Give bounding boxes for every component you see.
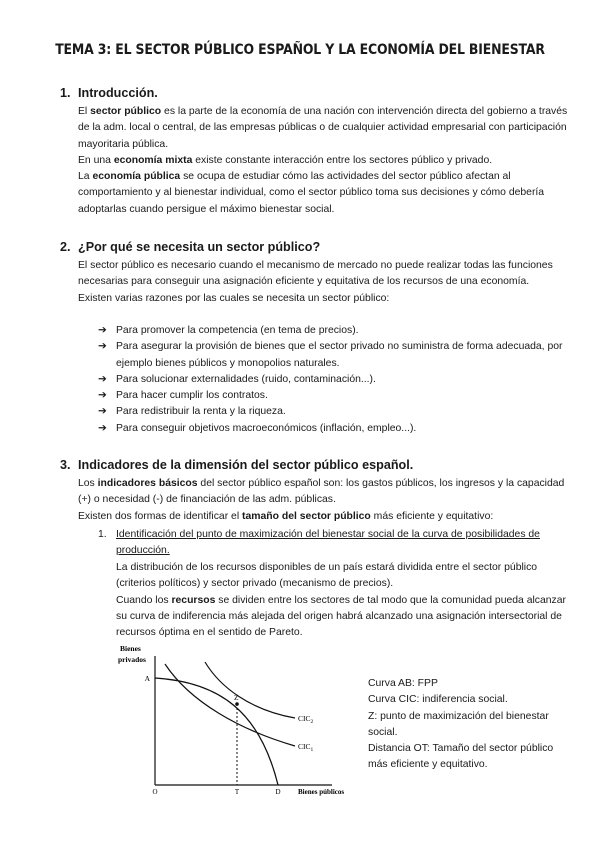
arrow-icon: ➔ xyxy=(98,422,107,434)
section-2-heading xyxy=(60,240,320,254)
list-item: ➔ Para solucionar externalidades (ruido, contaminación...). xyxy=(98,372,568,388)
paragraph: La economía pública se ocupa de estudiar cómo las actividades del sector público afectan al comportamiento y al bienestar individual, como el sector público toma sus decisiones y cómo debería adoptarlas cuando persigue el máximo bienestar social. xyxy=(78,171,545,215)
bold-term: economía mixta xyxy=(113,154,193,166)
paragraph: En una economía mixta existe constante interacción entre los sectores público y privado. xyxy=(78,154,493,166)
section-1-heading xyxy=(60,86,158,100)
arrow-icon: ➔ xyxy=(98,341,107,353)
legend-item: Z: punto de maximización del bienestar social. xyxy=(368,710,549,738)
bold-term: tamaño del sector público xyxy=(242,510,371,522)
section-3-title: Indicadores de la dimensión del sector público español. xyxy=(78,458,414,472)
bold-term: recursos xyxy=(171,594,216,606)
section-3-heading xyxy=(60,458,413,472)
subsection-1-title: Identificación del punto de maximización del bienestar social de la curva de posibilidades de producción. xyxy=(116,529,540,557)
x-axis-label: Bienes públicos xyxy=(298,788,345,796)
section-1-title: Introducción. xyxy=(78,86,158,100)
list-item: ➔ Para asegurar la provisión de bienes que el sector privado no suministra de forma adecuada, por ejemplo bienes públicos y monopolios naturales. xyxy=(98,341,563,369)
label-d: D xyxy=(275,788,281,796)
label-a: A xyxy=(144,674,150,683)
section-1-number: 1. xyxy=(60,86,71,100)
paragraph: El sector público es necesario cuando el mecanismo de mercado no puede realizar todas las funciones necesarias para conseguir una asignación eficiente y equitativa de los recursos de una economía. xyxy=(78,260,553,288)
figure-legend xyxy=(368,676,568,774)
paragraph: Cuando los recursos se dividen entre los sectores de tal modo que la comunidad pueda alcanzar su curva de indiferencia más alejada del origen habrá alcanzado una asignación intersectorial de recursos óptima en el sentido de Pareto. xyxy=(116,594,566,639)
label-z: Z xyxy=(234,693,239,702)
section-2-number: 2. xyxy=(60,240,71,254)
arrow-icon: ➔ xyxy=(98,406,107,418)
y-axis-label-line2: privados xyxy=(118,655,146,664)
bold-term: economía pública xyxy=(92,171,181,183)
paragraph: El sector público es la parte de la economía de una nación con intervención directa del gobierno a través de la adm. local o central, de las empresas públicas o de cualquier actividad empresarial con participación mayoritaria pública. xyxy=(78,106,568,150)
legend-item: Curva CIC: indiferencia social. xyxy=(368,694,508,706)
label-cic2: $CIC_2$ xyxy=(298,714,314,725)
subsection-1-heading xyxy=(98,527,568,560)
arrow-icon: ➔ xyxy=(98,325,107,336)
label-o: O xyxy=(152,788,158,796)
label-t: T xyxy=(234,788,240,796)
fpp-diagram xyxy=(110,642,360,802)
arrow-icon: ➔ xyxy=(98,390,107,402)
arrow-icon: ➔ xyxy=(98,373,107,385)
subsection-1-number: 1. xyxy=(98,529,107,540)
section-2-body xyxy=(78,258,568,307)
list-item: ➔ Para redistribuir la renta y la riqueza. xyxy=(98,404,568,420)
indifference-curve-cic1 xyxy=(165,664,295,746)
label-cic1: $CIC_1$ xyxy=(298,742,314,753)
fpp-curve xyxy=(155,678,278,785)
paragraph: Existen varias razones por las cuales se necesita un sector público: xyxy=(78,292,390,304)
paragraph: Los indicadores básicos del sector público español son: los gastos públicos, los ingresos y la capacidad (+) o necesidad (-) de financiación de las adm. públicas. xyxy=(78,478,565,506)
bold-term: indicadores básicos xyxy=(97,478,198,489)
list-item: ➔ Para hacer cumplir los contratos. xyxy=(98,388,568,404)
y-axis-label-line1: Bienes xyxy=(120,644,141,653)
list-item: ➔ Para promover la competencia (en tema de precios). xyxy=(98,323,568,339)
legend-item: Curva AB: FPP xyxy=(368,678,438,689)
list-item: ➔ Para conseguir objetivos macroeconómicos (inflación, empleo...). xyxy=(98,421,568,437)
paragraph: La distribución de los recursos disponibles de un país estará dividida entre el sector público (criterios políticos) y sector privado (mecanismo de precios). xyxy=(116,562,538,590)
paragraph: Existen dos formas de identificar el tamaño del sector público más eficiente y equitativo: xyxy=(78,510,494,522)
reasons-list xyxy=(98,323,568,437)
bold-term: sector público xyxy=(90,106,162,117)
section-1-body xyxy=(78,104,568,218)
section-3-body xyxy=(78,476,568,525)
page-title: TEMA 3: EL SECTOR PÚBLICO ESPAÑOL Y LA ECONOMÍA DEL BIENESTAR xyxy=(55,42,545,58)
section-3-number: 3. xyxy=(60,458,71,472)
subsection-1-body xyxy=(116,560,568,641)
legend-item: Distancia OT: Tamaño del sector público más eficiente y equitativo. xyxy=(368,743,554,771)
indifference-curve-cic2 xyxy=(205,662,295,718)
section-2-title: ¿Por qué se necesita un sector público? xyxy=(78,240,321,254)
